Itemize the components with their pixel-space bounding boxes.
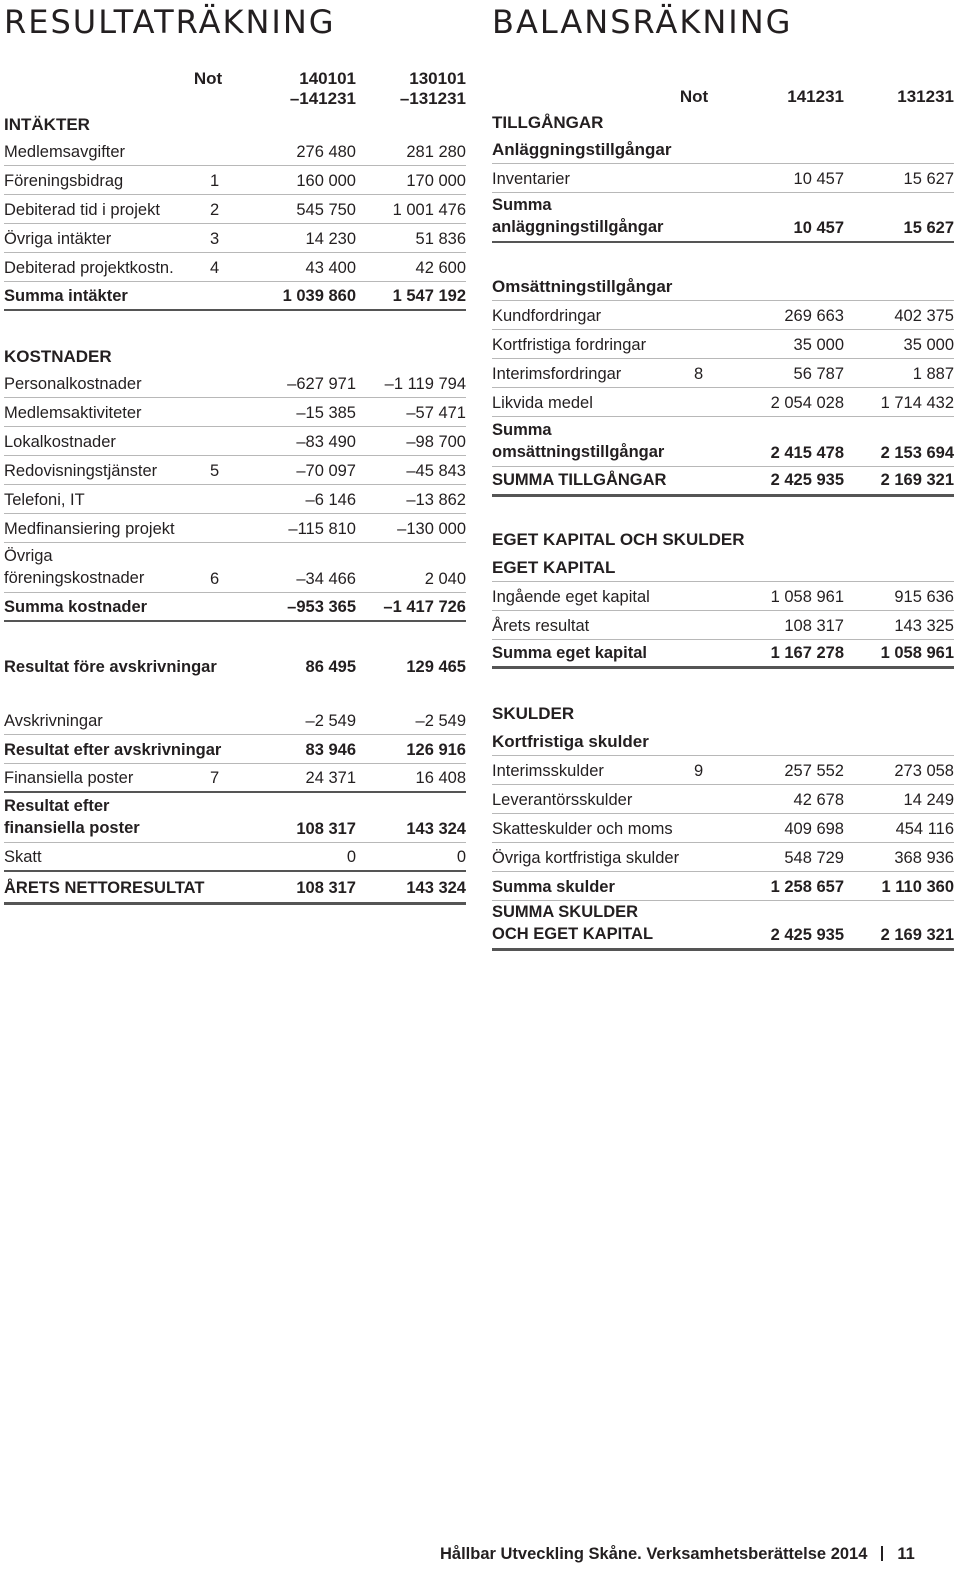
- equity-rows: [492, 582, 954, 640]
- cost-row: Personalkostnader –627 971 –1 119 794: [4, 369, 466, 398]
- current-assets-rows: [492, 301, 954, 417]
- equity-row: Ingående eget kapital 1 058 961 915 636: [492, 582, 954, 611]
- summa-oms-row: Summa omsättningstillgångar 2 415 478 2 153 694: [492, 417, 954, 467]
- summa-skulder-row: Summa skulder 1 258 657 1 110 360: [492, 872, 954, 901]
- liability-row: Skatteskulder och moms 409 698 454 116: [492, 814, 954, 843]
- note-column-header: Not: [193, 69, 223, 88]
- current-asset-row: Interimsfordringar 8 56 787 1 887: [492, 359, 954, 388]
- avskrivningar-row: Avskrivningar –2 549 –2 549: [4, 706, 466, 735]
- current-asset-row: Kundfordringar 269 663 402 375: [492, 301, 954, 330]
- section-heading-kf: Kortfristiga skulder: [492, 732, 649, 751]
- income-row: Övriga intäkter 3 14 230 51 836: [4, 224, 466, 253]
- summa-total-row: SUMMA SKULDER OCH EGET KAPITAL 2 425 935 2 169 321: [492, 901, 954, 951]
- page-footer: [440, 1545, 915, 1564]
- balance-header: Not 141231 131231: [679, 87, 954, 106]
- section-heading-skulder: SKULDER: [492, 704, 575, 723]
- current-asset-row: Kortfristiga fordringar 35 000 35 000: [492, 330, 954, 359]
- summa-ek-row: Summa eget kapital 1 167 278 1 058 961: [492, 640, 954, 669]
- income-header: Not 140101 130101 –141231 –131231: [4, 67, 466, 109]
- income-rows: [4, 137, 466, 282]
- liability-row: Övriga kortfristiga skulder 548 729 368 936: [492, 843, 954, 872]
- footer-text: Hållbar Utveckling Skåne. Verksamhetsberättelse 2014: [440, 1545, 868, 1563]
- ovriga-kostnader-row: Övriga föreningskostnader 6 –34 466 2 040: [4, 543, 466, 593]
- section-heading-tillgangar: TILLGÅNGAR: [492, 113, 604, 132]
- section-heading-ek-skulder: EGET KAPITAL OCH SKULDER: [492, 530, 745, 549]
- resultat-fore-row: Resultat före avskrivningar 86 495 129 465: [4, 658, 466, 676]
- resultat-efter-avskr-row: Resultat efter avskrivningar 83 946 126 916: [4, 735, 466, 764]
- skatt-row: Skatt 0 0: [4, 843, 466, 872]
- cost-row: Lokalkostnader –83 490 –98 700: [4, 427, 466, 456]
- income-row: Debiterad projektkostn. 4 43 400 42 600: [4, 253, 466, 282]
- finansiella-row: Finansiella poster 7 24 371 16 408: [4, 764, 466, 793]
- arets-nettoresultat-row: ÅRETS NETTORESULTAT 108 317 143 324: [4, 872, 466, 905]
- summa-kostnader-row: Summa kostnader –953 365 –1 417 726: [4, 593, 466, 622]
- equity-row: Årets resultat 108 317 143 325: [492, 611, 954, 640]
- cost-row: Redovisningstjänster 5 –70 097 –45 843: [4, 456, 466, 485]
- liability-row: Leverantörsskulder 42 678 14 249: [492, 785, 954, 814]
- income-row: Medlemsavgifter 276 480 281 280: [4, 137, 466, 166]
- income-row: Föreningsbidrag 1 160 000 170 000: [4, 166, 466, 195]
- section-heading-oms: Omsättningstillgångar: [492, 277, 673, 296]
- section-heading-intakter: INTÄKTER: [4, 115, 90, 134]
- income-statement: [4, 0, 466, 905]
- section-heading-kostnader: KOSTNADER: [4, 347, 112, 366]
- liabilities-rows: [492, 756, 954, 872]
- summa-intakter-row: Summa intäkter 1 039 860 1 547 192: [4, 282, 466, 311]
- summa-tillgangar-row: SUMMA TILLGÅNGAR 2 425 935 2 169 321: [492, 467, 954, 497]
- income-row: Debiterad tid i projekt 2 545 750 1 001 476: [4, 195, 466, 224]
- cost-row: Medlemsaktiviteter –15 385 –57 471: [4, 398, 466, 427]
- inventarier-row: Inventarier 10 457 15 627: [492, 164, 954, 193]
- balance-sheet-title: BALANSRÄKNING: [492, 3, 793, 41]
- resultat-efter-fin-row: Resultat efter finansiella poster 108 317 143 324: [4, 793, 466, 843]
- cost-rows: [4, 369, 466, 543]
- liability-row: Interimsskulder 9 257 552 273 058: [492, 756, 954, 785]
- section-heading-ek: EGET KAPITAL: [492, 558, 616, 577]
- page-number: 11: [897, 1545, 915, 1563]
- balance-sheet: [492, 0, 954, 951]
- cost-row: Telefoni, IT –6 146 –13 862: [4, 485, 466, 514]
- cost-row: Medfinansiering projekt –115 810 –130 000: [4, 514, 466, 543]
- summa-anl-row: Summa anläggningstillgångar 10 457 15 627: [492, 193, 954, 243]
- footer-divider: [881, 1546, 883, 1561]
- section-heading-anl: Anläggningstillgångar: [492, 140, 672, 159]
- current-asset-row: Likvida medel 2 054 028 1 714 432: [492, 388, 954, 417]
- income-statement-title: RESULTATRÄKNING: [4, 3, 336, 41]
